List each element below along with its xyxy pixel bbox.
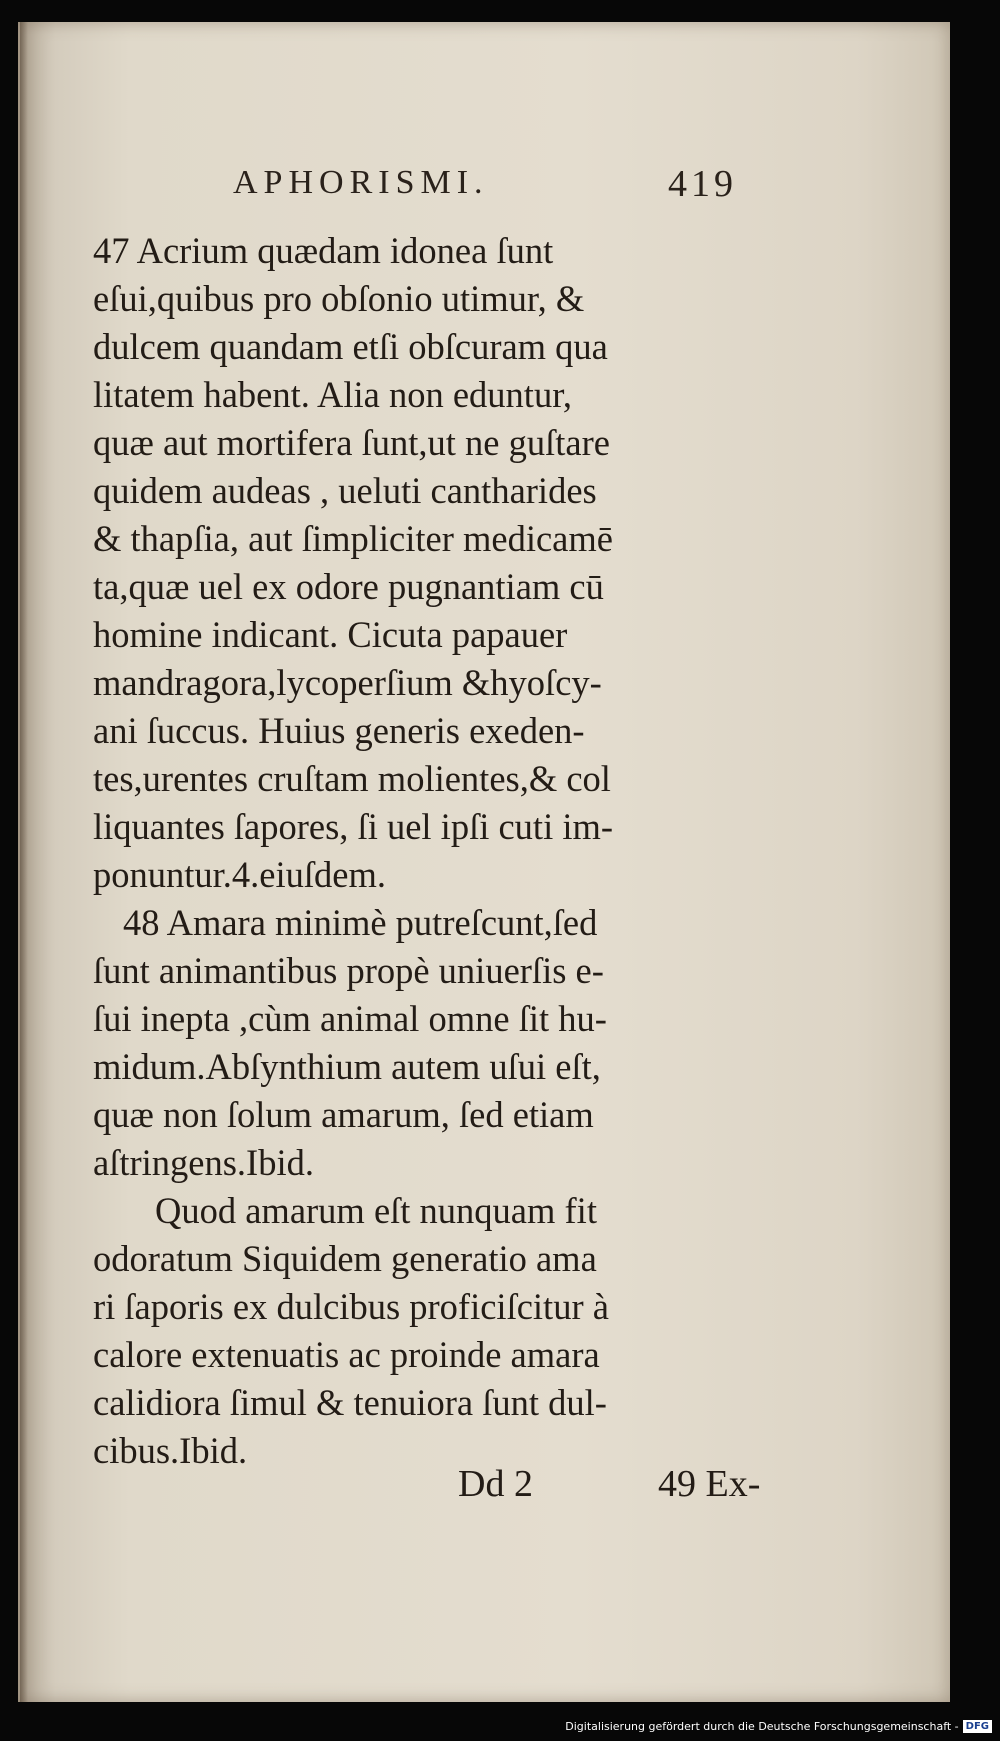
text-line: ri ſaporis ex dulcibus proficiſcitur à (93, 1286, 609, 1327)
text-line: ſunt animantibus propè uniuerſis e- (93, 950, 604, 991)
text-line: homine indicant. Cicuta papauer (93, 614, 568, 655)
text-line: calidiora ſimul & tenuiora ſunt dul- (93, 1382, 607, 1423)
text-line: quidem audeas , ueluti cantharides (93, 470, 597, 511)
signature-mark: Dd 2 (458, 1463, 533, 1505)
text-line: Quod amarum eſt nunquam fit (155, 1190, 597, 1231)
text-line: odoratum Siquidem generatio ama (93, 1238, 597, 1279)
text-line: litatem habent. Alia non eduntur, (93, 374, 573, 415)
text-line: ta,quæ uel ex odore pugnantiam cū (93, 566, 604, 607)
page-header (18, 164, 950, 214)
text-line: eſui,quibus pro obſonio utimur, & (93, 278, 585, 319)
text-line: calore extenuatis ac proinde amara (93, 1334, 600, 1375)
text-line: mandragora,lycoperſium &hyoſcy- (93, 662, 602, 703)
text-line: 48 Amara minimè putreſcunt,ſed (123, 902, 598, 943)
text-line: midum.Abſynthium autem uſui eſt, (93, 1046, 601, 1087)
text-line: & thapſia, aut ſimpliciter medicamē (93, 518, 613, 559)
page-footer (18, 1462, 950, 1512)
digitization-credit (565, 1717, 992, 1735)
body-text (93, 227, 793, 1475)
text-line: ani ſuccus. Huius generis exeden- (93, 710, 585, 751)
text-line: dulcem quandam etſi obſcuram qua (93, 326, 608, 367)
text-line: 47 Acrium quædam idonea ſunt (93, 230, 554, 271)
text-line: quæ non ſolum amarum, ſed etiam (93, 1094, 594, 1135)
running-head: APHORISMI. (233, 164, 489, 201)
text-line: tes,urentes cruſtam molientes,& col (93, 758, 611, 799)
text-line: ſui inepta ,cùm animal omne ſit hu- (93, 998, 607, 1039)
text-line: aſtringens.Ibid. (93, 1142, 314, 1183)
text-line: ponuntur.4.eiuſdem. (93, 854, 386, 895)
book-page (18, 22, 950, 1702)
text-line: cibus.Ibid. (93, 1430, 248, 1471)
catchword: 49 Ex- (658, 1463, 761, 1505)
text-line: quæ aut mortifera ſunt,ut ne guſtare (93, 422, 610, 463)
credit-text: Digitalisierung gefördert durch die Deutsche Forschungsgemeinschaft - (565, 1719, 959, 1733)
text-line: liquantes ſapores, ſi uel ipſi cuti im- (93, 806, 614, 847)
dfg-logo: DFG (963, 1720, 992, 1733)
page-number: 419 (668, 163, 737, 205)
